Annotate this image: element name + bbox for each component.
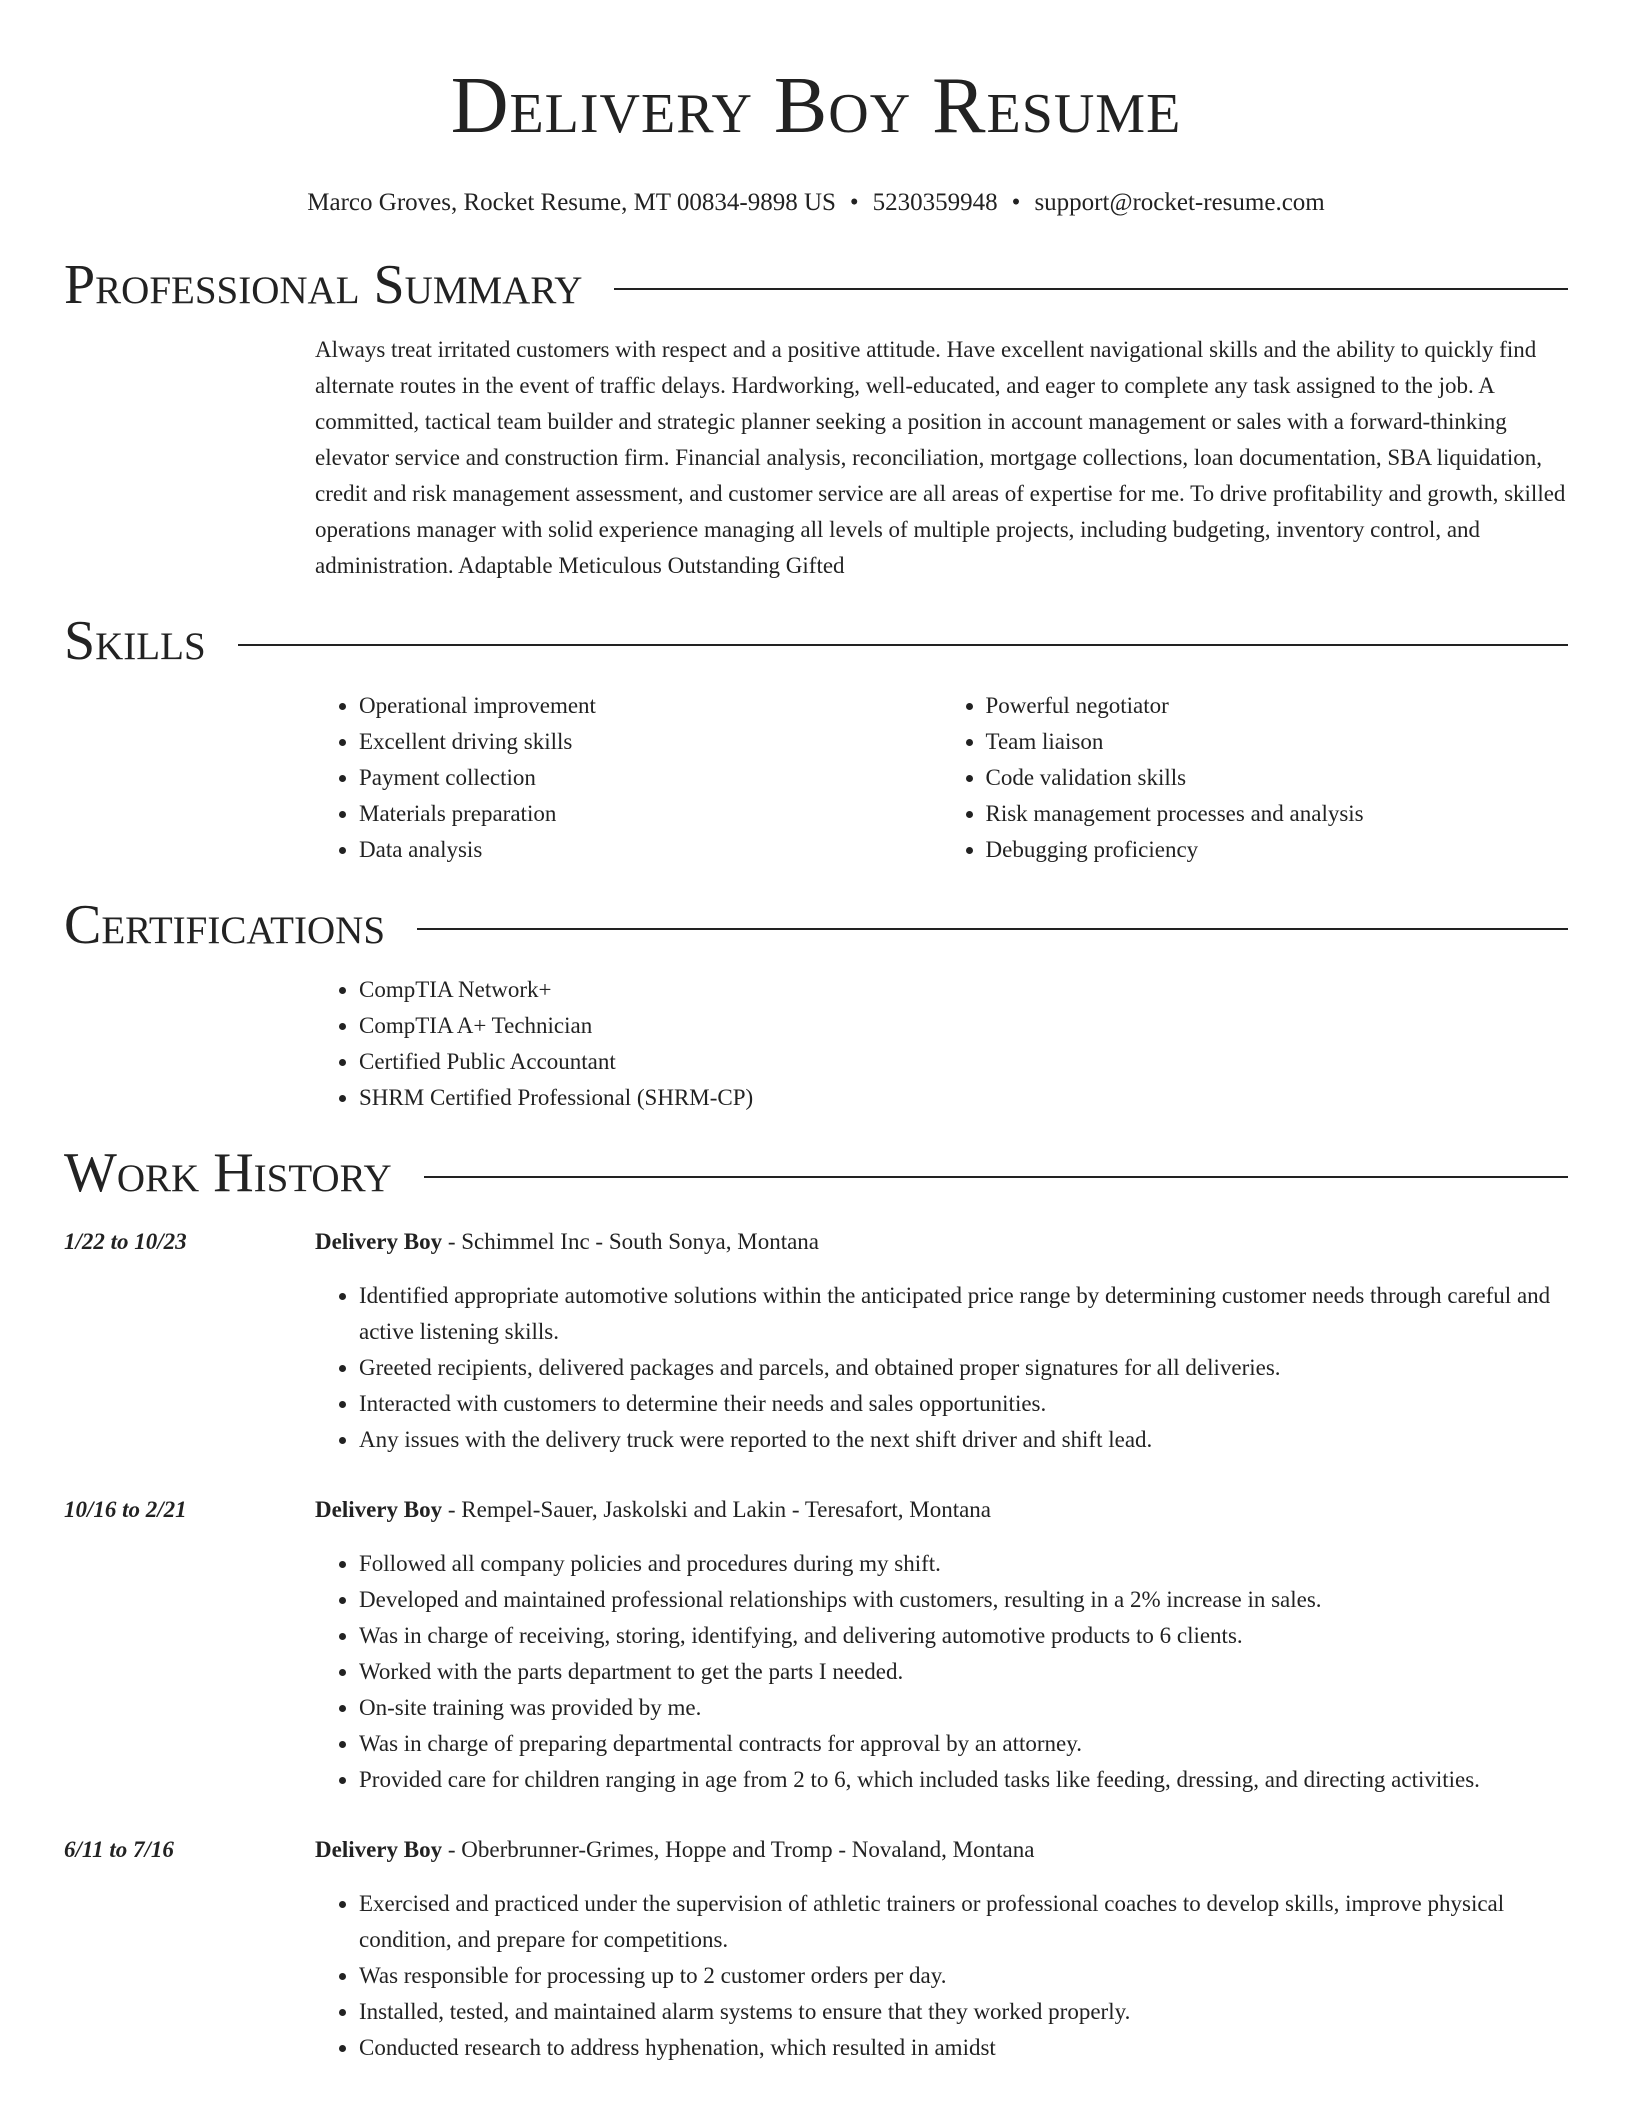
section-divider (238, 644, 1568, 646)
contact-line (64, 186, 1568, 220)
job-bullet: • Provided care for children ranging in age from 2 to 6, which included tasks like feeding, dressing, and directing activities. (359, 1762, 1568, 1798)
section-divider (614, 288, 1568, 290)
contact-address: Marco Groves, Rocket Resume, MT 00834-9898 US (307, 189, 836, 216)
job-detail (315, 1832, 1568, 2066)
skill-item: • Excellent driving skills (359, 724, 942, 760)
job-bullet: • Greeted recipients, delivered packages and parcels, and obtained proper signatures for all deliveries. (359, 1350, 1568, 1386)
summary-section-header (64, 254, 1568, 316)
skill-item: • Operational improvement (359, 688, 942, 724)
job-bullets (315, 1278, 1568, 1458)
job-bullets (315, 1546, 1568, 1798)
skill-item: • Data analysis (359, 832, 942, 868)
skills-heading: Skills (64, 610, 206, 672)
section-divider (424, 1176, 1568, 1178)
certifications-heading: Certifications (64, 894, 386, 956)
job-bullet: • Followed all company policies and procedures during my shift. (359, 1546, 1568, 1582)
certification-item: • Certified Public Accountant (359, 1044, 1568, 1080)
job-title-line (315, 1492, 1568, 1528)
skill-item: • Team liaison (986, 724, 1569, 760)
contact-email: support@rocket-resume.com (1034, 189, 1325, 216)
certifications-block (315, 972, 1568, 1116)
contact-separator: • (1011, 189, 1021, 216)
job-bullet: • On-site training was provided by me. (359, 1690, 1568, 1726)
skills-list-right (942, 688, 1569, 868)
job-role: Delivery Boy (315, 1229, 443, 1254)
job-bullet: • Conducted research to address hyphenation, which resulted in amidst (359, 2030, 1568, 2066)
certification-item: • SHRM Certified Professional (SHRM-CP) (359, 1080, 1568, 1116)
job-employer: - Oberbrunner-Grimes, Hoppe and Tromp - Novaland, Montana (442, 1837, 1035, 1862)
section-divider (417, 928, 1568, 930)
job-detail (315, 1224, 1568, 1458)
job-bullet: • Worked with the parts department to get the parts I needed. (359, 1654, 1568, 1690)
job-title-line (315, 1832, 1568, 1868)
job-title-line (315, 1224, 1568, 1260)
job-role: Delivery Boy (315, 1497, 443, 1522)
skill-item: • Risk management processes and analysis (986, 796, 1569, 832)
certifications-section-header (64, 894, 1568, 956)
job-entry (64, 1224, 1568, 1458)
job-bullet: • Installed, tested, and maintained alarm systems to ensure that they worked properly. (359, 1994, 1568, 2030)
certifications-list (315, 972, 1568, 1116)
skills-list-left (315, 688, 942, 868)
job-dates: 1/22 to 10/23 (64, 1229, 187, 1254)
job-detail (315, 1492, 1568, 1798)
summary-heading: Professional Summary (64, 254, 583, 316)
job-bullet: • Any issues with the delivery truck were reported to the next shift driver and shift lead. (359, 1422, 1568, 1458)
skill-item: • Powerful negotiator (986, 688, 1569, 724)
summary-text: Always treat irritated customers with respect and a positive attitude. Have excellent navigational skills and the ability to quickly find alternate routes in the event of traffic delays. Hardworking, well-educated, and eager to complete any task assigned to the job. A committed, tactical team builder and strategic planner seeking a position in account management or sales with a forward-thinking elevator service and construction firm. Financial analysis, reconciliation, mortgage collections, loan documentation, SBA liquidation, credit and risk management assessment, and customer service are all areas of expertise for me. To drive profitability and growth, skilled operations manager with solid experience managing all levels of multiple projects, including budgeting, inventory control, and administration. Adaptable Meticulous Outstanding Gifted (315, 337, 1566, 578)
work-heading: Work History (64, 1142, 392, 1204)
skill-item: • Code validation skills (986, 760, 1569, 796)
job-bullet: • Identified appropriate automotive solutions within the anticipated price range by determining customer needs through careful and active listening skills. (359, 1278, 1568, 1350)
job-bullet: • Developed and maintained professional relationships with customers, resulting in a 2% increase in sales. (359, 1582, 1568, 1618)
skill-item: • Debugging proficiency (986, 832, 1569, 868)
job-bullet: • Was responsible for processing up to 2 customer orders per day. (359, 1958, 1568, 1994)
contact-phone: 5230359948 (872, 189, 998, 216)
resume-title: Delivery Boy Resume (450, 62, 1182, 150)
job-dates: 10/16 to 2/21 (64, 1497, 187, 1522)
skill-item: • Payment collection (359, 760, 942, 796)
job-entry (64, 1832, 1568, 2066)
certification-item: • CompTIA Network+ (359, 972, 1568, 1008)
skills-section-header (64, 610, 1568, 672)
contact-separator: • (849, 189, 859, 216)
certification-item: • CompTIA A+ Technician (359, 1008, 1568, 1044)
job-bullet: • Interacted with customers to determine their needs and sales opportunities. (359, 1386, 1568, 1422)
job-bullets (315, 1886, 1568, 2066)
job-bullet: • Exercised and practiced under the supervision of athletic trainers or professional coaches to develop skills, improve physical condition, and prepare for competitions. (359, 1886, 1568, 1958)
job-dates: 6/11 to 7/16 (64, 1837, 174, 1862)
job-bullet: • Was in charge of preparing departmental contracts for approval by an attorney. (359, 1726, 1568, 1762)
work-section-header (64, 1142, 1568, 1204)
job-role: Delivery Boy (315, 1837, 443, 1862)
job-employer: - Schimmel Inc - South Sonya, Montana (442, 1229, 820, 1254)
job-bullet: • Was in charge of receiving, storing, identifying, and delivering automotive products to 6 clients. (359, 1618, 1568, 1654)
job-entry (64, 1492, 1568, 1798)
job-employer: - Rempel-Sauer, Jaskolski and Lakin - Teresafort, Montana (442, 1497, 991, 1522)
skill-item: • Materials preparation (359, 796, 942, 832)
skills-columns (315, 688, 1568, 868)
